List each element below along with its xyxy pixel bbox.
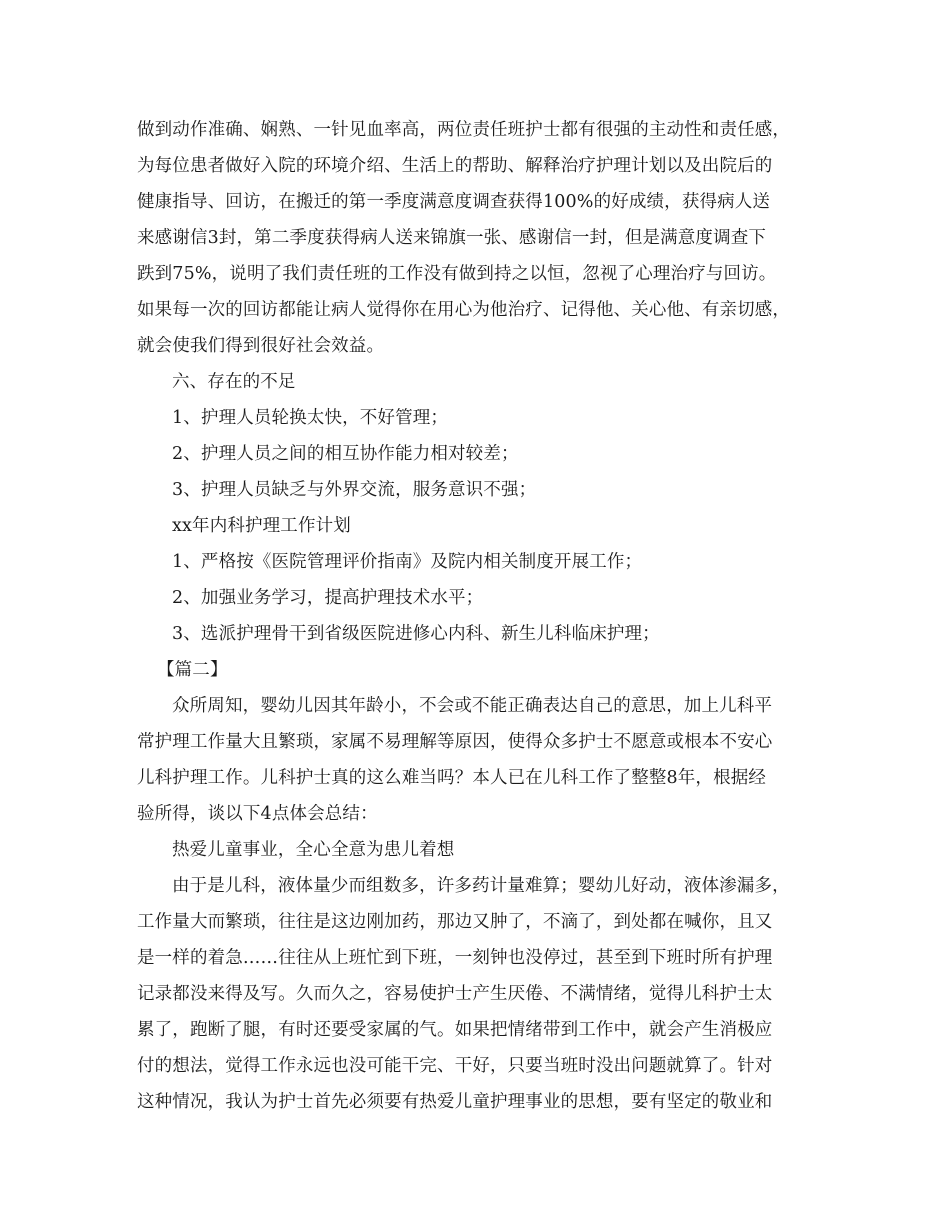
section-heading-shortcomings: 六、存在的不足 xyxy=(172,372,296,392)
body-line-13: 工作量大而繁琐，往往是这边刚加药，那边又肿了，不滴了，到处都在喊你，且又 xyxy=(137,912,773,932)
body-line-5: 跌到75%，说明了我们责任班的工作没有做到持之以恒，忽视了心理治疗与回访。 xyxy=(137,264,777,284)
section-heading-work-plan: xx年内科护理工作计划 xyxy=(172,516,351,536)
list-item-plan-2: 2、加强业务学习，提高护理技术水平； xyxy=(172,588,484,608)
body-line-3: 健康指导、回访，在搬迁的第一季度满意度调查获得100%的好成绩，获得病人送 xyxy=(137,192,771,212)
body-line-2: 为每位患者做好入院的环境介绍、生活上的帮助、解释治疗护理计划以及出院后的 xyxy=(137,156,773,176)
body-line-11: 验所得，谈以下4点体会总结： xyxy=(137,804,378,824)
section-heading-part-two: 【篇二】 xyxy=(157,660,228,680)
body-line-14: 是一样的着急……往往从上班忙到下班，一刻钟也没停过，甚至到下班时所有护理 xyxy=(137,948,773,968)
body-line-16: 累了，跑断了腿，有时还要受家属的气。如果把情绪带到工作中，就会产生消极应 xyxy=(137,1020,773,1040)
body-line-1: 做到动作准确、娴熟、一针见血率高，两位责任班护士都有很强的主动性和责任感， xyxy=(137,120,791,140)
body-line-15: 记录都没来得及写。久而久之，容易使护士产生厌倦、不满情绪，觉得儿科护士太 xyxy=(137,984,773,1004)
list-item-shortcoming-2: 2、护理人员之间的相互协作能力相对较差； xyxy=(172,444,519,464)
body-line-6: 如果每一次的回访都能让病人觉得你在用心为他治疗、记得他、关心他、有亲切感， xyxy=(137,300,791,320)
body-line-18: 这种情况，我认为护士首先必须要有热爱儿童护理事业的思想，要有坚定的敬业和 xyxy=(137,1092,773,1112)
document-body xyxy=(137,112,827,1120)
subheading-love-children: 热爱儿童事业，全心全意为患儿着想 xyxy=(172,840,455,860)
body-line-10: 儿科护理工作。儿科护士真的这么难当吗？本人已在儿科工作了整整8年，根据经 xyxy=(137,768,767,788)
list-item-shortcoming-1: 1、护理人员轮换太快，不好管理； xyxy=(172,408,449,428)
body-line-17: 付的想法，觉得工作永远也没可能干完、干好，只要当班时没出问题就算了。针对 xyxy=(137,1056,773,1076)
body-line-7: 就会使我们得到很好社会效益。 xyxy=(137,336,385,356)
body-line-9: 常护理工作量大且繁琐，家属不易理解等原因，使得众多护士不愿意或根本不安心 xyxy=(137,732,773,752)
body-line-12: 由于是儿科，液体量少而组数多，许多药计量难算；婴幼儿好动，液体渗漏多， xyxy=(172,876,790,896)
list-item-plan-1: 1、严格按《医院管理评价指南》及院内相关制度开展工作； xyxy=(172,552,643,572)
list-item-shortcoming-3: 3、护理人员缺乏与外界交流，服务意识不强； xyxy=(172,480,537,500)
list-item-plan-3: 3、选派护理骨干到省级医院进修心内科、新生儿科临床护理； xyxy=(172,624,660,644)
body-line-4: 来感谢信3封，第二季度获得病人送来锦旗一张、感谢信一封，但是满意度调查下 xyxy=(137,228,767,248)
body-line-8: 众所周知，婴幼儿因其年龄小，不会或不能正确表达自己的意思，加上儿科平 xyxy=(172,696,773,716)
